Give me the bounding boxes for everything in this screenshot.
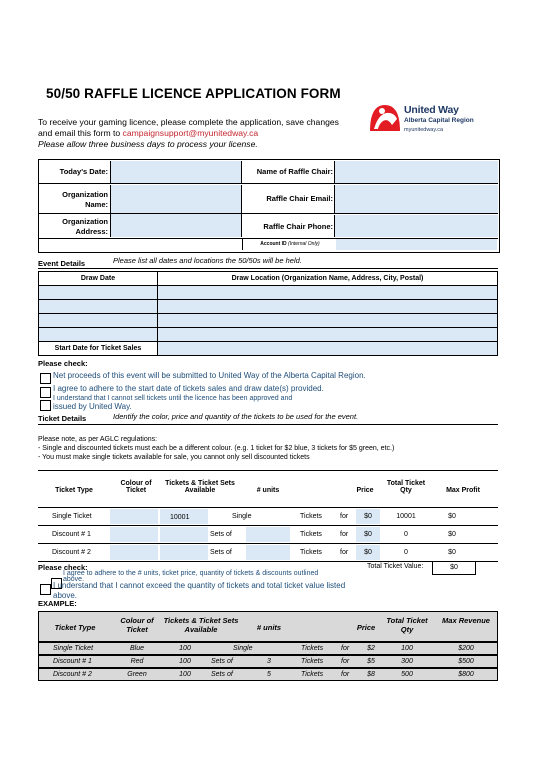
quantity-text-2: above. xyxy=(53,591,78,600)
units-a: Sets of xyxy=(210,549,232,556)
price-input[interactable]: $0 xyxy=(356,509,380,524)
ex-qty: 300 xyxy=(401,658,413,665)
max-profit: $0 xyxy=(448,549,456,556)
hdr-ticket-type: Ticket Type xyxy=(55,487,93,494)
total-ticket-value-label: Total Ticket Value: xyxy=(367,563,424,570)
hdr-available: Tickets & Ticket Sets Available xyxy=(165,480,235,494)
ex-hdr-price: Price xyxy=(356,623,376,632)
col-draw-date: Draw Date xyxy=(39,272,158,286)
total-qty: 0 xyxy=(404,549,408,556)
intro-line-2-text: and email this form to xyxy=(38,128,123,138)
event-row xyxy=(39,300,498,314)
tickets-text: Tickets xyxy=(300,531,322,538)
intro-line-1: To receive your gaming licence, please complete the application, save changes xyxy=(38,117,339,127)
example-header-row xyxy=(38,611,498,642)
united-way-logo xyxy=(368,101,488,143)
units-a: Sets of xyxy=(210,531,232,538)
aglc-note-3: - You must make single tickets available for sale, you cannot only sell discounted tickets xyxy=(38,454,310,461)
org-name-input[interactable] xyxy=(110,185,242,215)
draw-date-input[interactable] xyxy=(39,286,158,300)
intro-line-3: Please allow three business days to process your license. xyxy=(38,139,258,149)
ex-for: for xyxy=(341,658,350,665)
example-heading: EXAMPLE: xyxy=(38,599,77,608)
united-way-hand-icon xyxy=(368,101,402,135)
form-title: 50/50 RAFFLE LICENCE APPLICATION FORM xyxy=(46,86,341,101)
draw-location-input[interactable] xyxy=(158,300,498,314)
colour-input[interactable] xyxy=(110,545,158,560)
total-qty: 0 xyxy=(404,531,408,538)
quantity-text: I understand that I cannot exceed the quantity of tickets and total ticket value listed xyxy=(53,581,346,590)
hdr-units: # units xyxy=(256,487,280,494)
todays-date-input[interactable] xyxy=(110,161,242,183)
event-row xyxy=(39,314,498,328)
ex-price: $8 xyxy=(367,671,375,678)
please-check-heading-2: Please check: xyxy=(38,563,88,572)
example-row xyxy=(38,642,498,655)
ex-units-a: Single xyxy=(233,645,253,652)
licence-checkbox[interactable] xyxy=(40,400,51,411)
ticket-details-note: Identify the color, price and quantity of the tickets to be used for the event. xyxy=(113,412,359,421)
account-id-label xyxy=(242,239,338,250)
org-address-label: Organization Address: xyxy=(62,217,108,236)
please-check-heading: Please check: xyxy=(38,359,88,368)
hdr-colour: Colour of Ticket xyxy=(120,480,152,494)
max-profit: $0 xyxy=(448,531,456,538)
todays-date-label: Today's Date: xyxy=(59,167,108,176)
row-divider xyxy=(38,213,498,214)
ex-revenue: $200 xyxy=(458,645,474,652)
chair-phone-label: Raffle Chair Phone: xyxy=(263,222,333,231)
ex-tickets: Tickets xyxy=(301,671,324,678)
ex-qty: 100 xyxy=(401,645,413,652)
units-agree-text: I agree to adhere to the # units, ticket price, quantity of tickets & discounts outlined xyxy=(63,570,319,577)
avail-input[interactable] xyxy=(160,545,208,560)
ticket-row xyxy=(38,544,498,562)
tickets-text: Tickets xyxy=(300,549,322,556)
draw-date-input[interactable] xyxy=(39,328,158,342)
dates-text: I agree to adhere to the start date of tickets sales and draw date(s) provided. xyxy=(53,384,324,393)
ex-tickets: Tickets xyxy=(301,658,324,665)
ex-hdr-units: # units xyxy=(256,623,282,632)
ticket-details-heading: Ticket Details xyxy=(38,414,87,423)
row-divider xyxy=(38,183,498,184)
proceeds-checkbox[interactable] xyxy=(40,373,51,384)
ex-units-a: Sets of xyxy=(211,671,233,678)
for-text: for xyxy=(340,549,349,556)
hdr-total-qty: Total Ticket Qty xyxy=(386,480,426,494)
draw-location-input[interactable] xyxy=(158,314,498,328)
ex-colour: Green xyxy=(127,671,147,678)
total-ticket-value: $0 xyxy=(432,561,476,575)
colour-input[interactable] xyxy=(110,509,158,524)
ex-units-b: 3 xyxy=(267,658,271,665)
ex-for: for xyxy=(341,645,350,652)
logo-url: myunitedway.ca xyxy=(404,127,444,133)
ticket-row xyxy=(38,508,498,526)
ex-avail: 100 xyxy=(179,658,191,665)
units-a: Single xyxy=(232,513,252,520)
example-row xyxy=(38,655,498,668)
ex-units-b: 5 xyxy=(267,671,271,678)
ex-units-a: Sets of xyxy=(211,658,233,665)
start-date-label: Start Date for Ticket Sales xyxy=(39,342,158,356)
ex-hdr-ticket-type: Ticket Type xyxy=(54,623,96,632)
for-text: for xyxy=(340,513,349,520)
intro-line-2 xyxy=(38,128,368,139)
ex-type: Discount # 2 xyxy=(53,671,92,678)
units-agree-text-2: above. xyxy=(63,576,85,583)
account-id-text: Account ID xyxy=(260,241,287,247)
chair-name-label: Name of Raffle Chair: xyxy=(256,167,333,176)
event-details-heading: Event Details xyxy=(38,259,86,268)
section-rule xyxy=(38,470,498,471)
org-name-label: Organization Name: xyxy=(62,190,108,209)
section-rule xyxy=(38,424,498,425)
licence-text-2: issued by United Way. xyxy=(53,402,132,411)
event-header-row xyxy=(39,272,498,286)
ex-colour: Red xyxy=(130,658,144,665)
aglc-note-2: - Single and discounted tickets must each be a different colour. (e.g. 1 ticket for $2 blue, 3 tickets for $5 green, etc.) xyxy=(38,445,395,452)
logo-name: United Way xyxy=(404,104,459,116)
ex-type: Discount # 1 xyxy=(53,658,92,665)
licence-text: I understand that I cannot sell tickets until the licence has been approved and xyxy=(53,395,293,402)
ex-revenue: $500 xyxy=(458,658,474,665)
chair-email-input[interactable] xyxy=(334,185,498,213)
ex-hdr-available: Tickets & Ticket Sets Available xyxy=(163,616,239,634)
hdr-max-profit: Max Profit xyxy=(446,487,480,494)
ticket-type: Discount # 1 xyxy=(52,531,91,538)
colour-input[interactable] xyxy=(110,527,158,542)
units-b-input[interactable] xyxy=(246,545,290,560)
ex-avail: 100 xyxy=(179,645,191,652)
draw-location-input[interactable] xyxy=(158,328,498,342)
draw-location-input[interactable] xyxy=(158,286,498,300)
intro-text xyxy=(38,117,368,150)
start-date-input[interactable] xyxy=(158,342,498,356)
avail-input[interactable] xyxy=(160,527,208,542)
section-rule xyxy=(38,268,498,269)
ex-avail: 100 xyxy=(179,671,191,678)
chair-phone-input[interactable] xyxy=(334,215,498,237)
logo-region: Alberta Capital Region xyxy=(404,117,474,124)
ticket-row xyxy=(38,526,498,544)
ex-price: $2 xyxy=(367,645,375,652)
draw-date-input[interactable] xyxy=(39,300,158,314)
event-row xyxy=(39,286,498,300)
avail-input[interactable]: 10001 xyxy=(160,509,208,524)
ex-tickets: Tickets xyxy=(301,645,324,652)
total-qty: 10001 xyxy=(396,513,416,520)
ticket-header-row xyxy=(38,478,498,504)
units-b-input[interactable] xyxy=(246,527,290,542)
ex-colour: Blue xyxy=(129,645,144,652)
price-input[interactable]: $0 xyxy=(356,527,380,542)
start-date-row xyxy=(39,342,498,356)
proceeds-text: Net proceeds of this event will be submitted to United Way of the Alberta Capital Region. xyxy=(53,371,366,380)
email-link[interactable]: campaignsupport@myunitedway.ca xyxy=(122,128,259,138)
chair-name-input[interactable] xyxy=(334,161,498,183)
ex-hdr-max-revenue: Max Revenue xyxy=(442,616,490,625)
ticket-type: Discount # 2 xyxy=(52,549,91,556)
event-details-note: Please list all dates and locations the 50/50s will be held. xyxy=(113,256,302,265)
org-address-input[interactable] xyxy=(110,215,242,237)
ex-hdr-colour: Colour of Ticket xyxy=(120,616,154,634)
example-row xyxy=(38,668,498,681)
tickets-text: Tickets xyxy=(300,513,322,520)
event-row xyxy=(39,328,498,342)
account-id-input[interactable] xyxy=(336,239,497,250)
col-draw-location: Draw Location (Organization Name, Address, City, Postal) xyxy=(158,272,498,286)
max-profit: $0 xyxy=(448,513,456,520)
dates-checkbox[interactable] xyxy=(40,387,51,398)
hdr-price: Price xyxy=(356,487,374,494)
chair-email-label: Raffle Chair Email: xyxy=(266,194,333,203)
aglc-note-1: Please note, as per AGLC regulations: xyxy=(38,436,158,443)
ex-revenue: $800 xyxy=(458,671,474,678)
draw-date-input[interactable] xyxy=(39,314,158,328)
for-text: for xyxy=(340,531,349,538)
quantity-checkbox[interactable] xyxy=(40,584,51,595)
internal-only-text: (Internal Only) xyxy=(288,241,320,247)
ex-price: $5 xyxy=(367,658,375,665)
ex-type: Single Ticket xyxy=(53,645,94,652)
event-table xyxy=(38,271,498,356)
ex-hdr-total-qty: Total Ticket Qty xyxy=(386,616,428,634)
price-input[interactable]: $0 xyxy=(356,545,380,560)
ticket-type: Single Ticket xyxy=(52,513,92,520)
ex-qty: 500 xyxy=(401,671,413,678)
ex-for: for xyxy=(341,671,350,678)
